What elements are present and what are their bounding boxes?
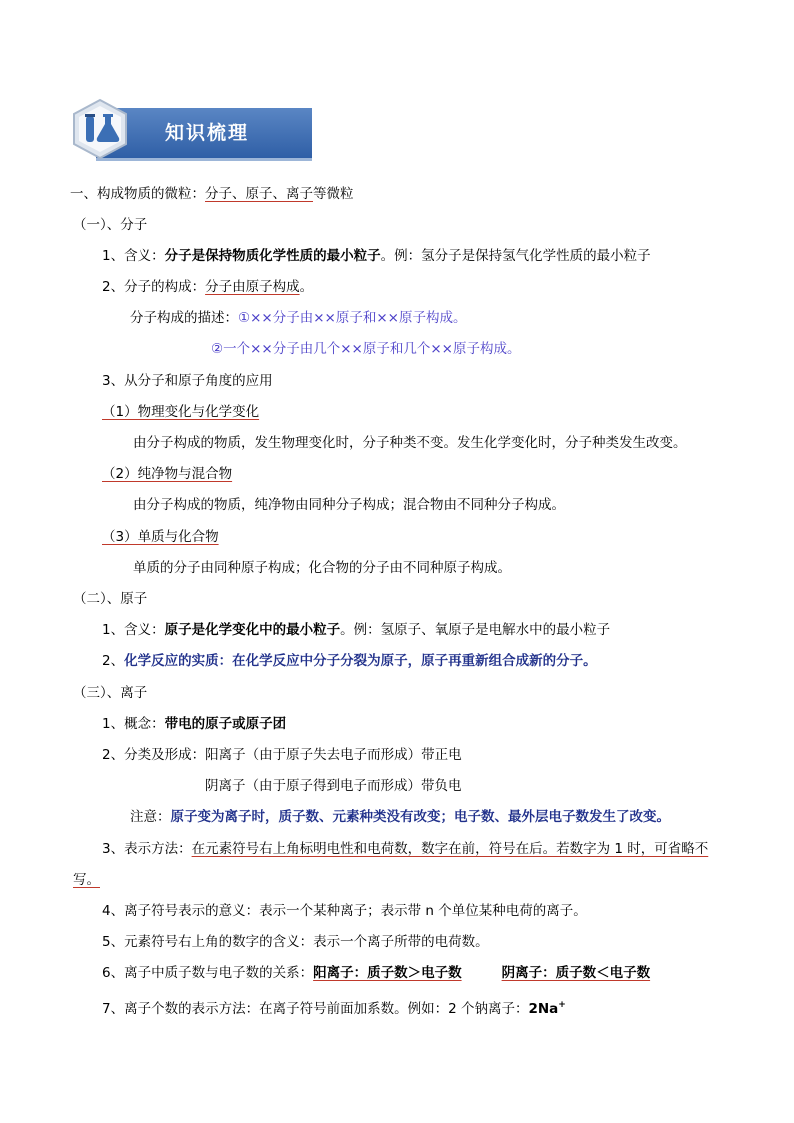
section-1-title [70,185,354,203]
ion-l3-underlined: 在元素符号右上角标明电性和电荷数，数字在前，符号在后。若数字为 1 时，可省略不 [191,841,709,857]
ion-symbol-meaning: 4、离子符号表示的意义：表示一个某种离子；表示带 n 个单位某种电荷的离子。 [102,903,587,919]
atom-l1-post: 。例：氢原子、氧原子是电解水中的最小粒子 [340,622,611,638]
atom-l1-bold: 原子是化学变化中的最小粒子 [164,622,341,638]
ion-notation [102,840,708,858]
ion-superscript-meaning: 5、元素符号右上角的数字的含义：表示一个离子所带的电荷数。 [102,934,489,950]
s1-suffix: 等微粒 [313,186,354,202]
ion-l1-bold: 带电的原子或原子团 [164,716,287,732]
section-header [70,98,312,168]
atom-reaction-essence [102,652,597,670]
sub-element-compound: （3）单质与化合物 [102,529,219,545]
sub-physical-chemical-text: 由分子构成的物质，发生物理变化时，分子种类不变。发生化学变化时，分子种类发生改变。 [133,435,687,451]
ion-anion: 阴离子（由于原子得到电子而形成）带负电 [205,778,462,794]
mol-l2-pre: 2、分子的构成： [102,279,206,295]
mol-l2-underlined: 分子由原子构成 [205,279,300,295]
ion-note-bold: 原子变为离子时，质子数、元素种类没有改变；电子数、最外层电子数发生了改变。 [170,809,670,825]
ion-note [130,808,670,826]
header-title: 知识梳理 [165,122,250,144]
ion-l7-charge: + [558,1000,566,1010]
atom-heading: （二）、原子 [73,591,148,607]
ion-concept [102,715,286,733]
ion-l6-pre: 6、离子中质子数与电子数的关系： [102,965,314,981]
mol-desc-1: ①××分子由××原子和××原子构成。 [238,310,467,326]
mol-desc-pre: 分子构成的描述： [130,310,238,326]
flask-beaker-icon [70,98,130,160]
molecule-composition [102,278,313,296]
sub-pure-mixture-text: 由分子构成的物质，纯净物由同种分子构成；混合物由不同种分子构成。 [133,497,565,513]
atom-definition [102,621,610,639]
ion-l6-anion: 阴离子：质子数＜电子数 [501,965,651,981]
molecule-description-2: ②一个××分子由几个××原子和几个××原子构成。 [211,341,521,357]
molecule-application: 3、从分子和原子角度的应用 [102,373,273,389]
atom-l2-bold: 化学反应的实质：在化学反应中分子分裂为原子，原子再重新组合成新的分子。 [124,653,597,669]
ion-l3-pre: 3、表示方法： [102,841,192,857]
ion-l7-symbol: 2Na [528,1001,559,1017]
sub-element-compound-text: 单质的分子由同种原子构成；化合物的分子由不同种原子构成。 [133,560,511,576]
s1-underlined: 分子、原子、离子 [205,186,313,202]
ion-l7-pre: 7、离子个数的表示方法：在离子符号前面加系数。例如：2 个钠离子： [102,1001,529,1017]
atom-l1-pre: 1、含义： [102,622,165,638]
atom-l2-pre: 2、 [102,653,125,669]
molecule-definition [102,247,651,265]
ion-l1-pre: 1、概念： [102,716,165,732]
mol-l1-post: 。例：氢分子是保持氢气化学性质的最小粒子 [380,248,651,264]
sub-physical-chemical: （1）物理变化与化学变化 [102,404,260,420]
ion-heading: （三）、离子 [73,685,148,701]
ion-count [102,996,566,1018]
ion-notation-cont: 写。 [73,872,100,888]
sub-pure-mixture: （2）纯净物与混合物 [102,466,233,482]
s1-prefix: 一、构成物质的微粒： [70,186,205,202]
mol-l1-bold: 分子是保持物质化学性质的最小粒子 [164,248,381,264]
ion-proton-electron [102,964,650,982]
mol-l1-pre: 1、含义： [102,248,165,264]
molecule-description-1 [130,309,466,327]
ion-note-pre: 注意： [130,809,171,825]
molecule-heading: （一）、分子 [73,217,148,233]
mol-l2-post: 。 [299,279,314,295]
ion-cation: 2、分类及形成：阳离子（由于原子失去电子而形成）带正电 [102,747,462,763]
ion-l6-cation: 阳离子：质子数＞电子数 [313,965,462,981]
